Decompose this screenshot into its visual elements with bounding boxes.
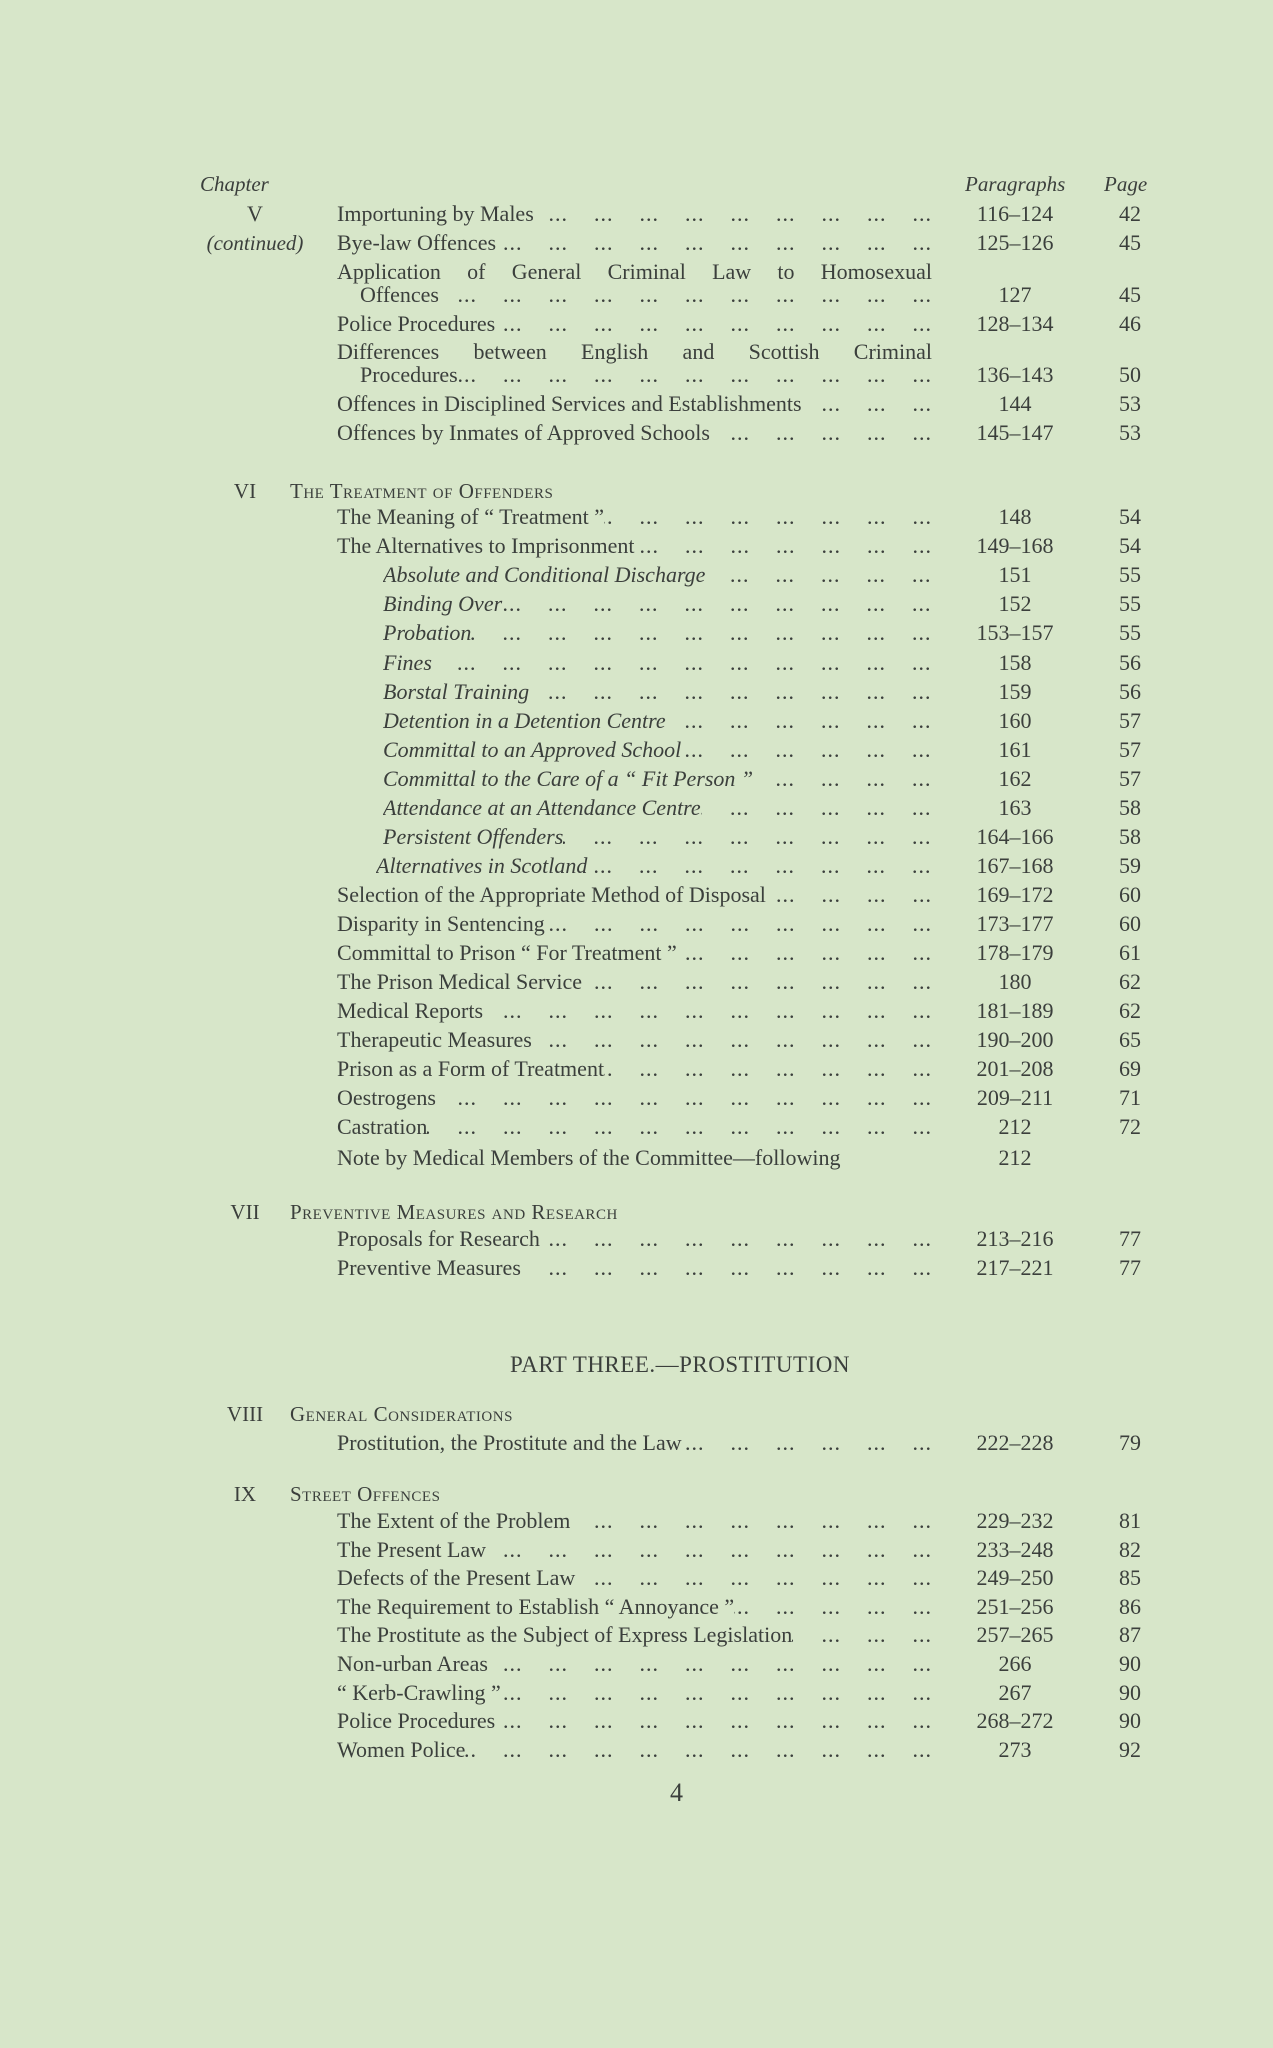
entry-paragraphs: 136–143 — [976, 362, 1054, 387]
entry-page: 81 — [1119, 1508, 1141, 1533]
toc-entry — [0, 1025, 1273, 1055]
entry-page: 62 — [1119, 998, 1141, 1023]
entry-page: 45 — [1119, 282, 1141, 307]
entry-page: 77 — [1119, 1255, 1141, 1280]
entry-paragraphs: 251–256 — [976, 1594, 1054, 1619]
entry-title: Proposals for Research — [337, 1226, 540, 1251]
entry-page: 71 — [1119, 1085, 1141, 1110]
toc-entry — [0, 996, 1273, 1026]
entry-title: Probation — [383, 620, 472, 645]
entry-page: 90 — [1119, 1708, 1141, 1733]
entry-paragraphs: 229–232 — [976, 1508, 1054, 1533]
entry-title: Persistent Offenders — [383, 824, 564, 849]
toc-entry — [0, 706, 1273, 736]
entry-title: The Prison Medical Service — [337, 969, 582, 994]
entry-title: Oestrogens — [337, 1085, 436, 1110]
entry-page: 55 — [1119, 562, 1141, 587]
entry-paragraphs: 212 — [998, 1145, 1032, 1170]
entry-paragraphs: 161 — [998, 737, 1032, 762]
entry-paragraphs: 151 — [998, 562, 1032, 587]
entry-paragraphs: 152 — [998, 591, 1032, 616]
entry-title: Alternatives in Scotland — [376, 853, 588, 878]
entry-title: The Alternatives to Imprisonment — [337, 533, 635, 558]
entry-title: Committal to the Care of a “ Fit Person ” — [383, 766, 754, 791]
entry-paragraphs: 160 — [998, 708, 1032, 733]
entry-page: 58 — [1119, 824, 1141, 849]
toc-entry — [0, 1143, 1273, 1173]
toc-entry — [0, 735, 1273, 765]
entry-page: 82 — [1119, 1537, 1141, 1562]
entry-paragraphs: 164–166 — [976, 824, 1054, 849]
toc-entry — [0, 502, 1273, 532]
entry-paragraphs: 169–172 — [976, 882, 1054, 907]
entry-paragraphs: 201–208 — [976, 1056, 1054, 1081]
toc-entry — [0, 793, 1273, 823]
toc-entry — [0, 589, 1273, 619]
toc-entry — [0, 1592, 1273, 1622]
toc-entry — [0, 1506, 1273, 1536]
entry-page: 57 — [1119, 737, 1141, 762]
entry-page: 53 — [1119, 420, 1141, 445]
entry-paragraphs: 167–168 — [976, 853, 1054, 878]
chapter-number: V — [247, 201, 263, 226]
entry-paragraphs: 190–200 — [976, 1027, 1054, 1052]
entry-title: Prison as a Form of Treatment — [337, 1056, 605, 1081]
entry-paragraphs: 273 — [998, 1737, 1032, 1762]
entry-paragraphs: 266 — [998, 1651, 1032, 1676]
toc-entry — [0, 1735, 1273, 1765]
toc-entry — [0, 1428, 1273, 1458]
page-column-header: Page — [1104, 172, 1148, 196]
toc-entry — [0, 309, 1273, 339]
entry-title: Detention in a Detention Centre — [383, 708, 666, 733]
toc-entry — [0, 389, 1273, 419]
entry-paragraphs: 159 — [998, 679, 1032, 704]
entry-title: Offences — [360, 282, 439, 307]
toc-entry — [0, 851, 1273, 881]
toc-entry — [0, 880, 1273, 910]
entry-title: Fines — [383, 650, 432, 675]
entry-page: 58 — [1119, 795, 1141, 820]
entry-page: 87 — [1119, 1622, 1141, 1647]
chapter-heading — [0, 1197, 1273, 1227]
entry-title: Importuning by Males — [337, 201, 534, 226]
chapter-number: VIII — [226, 1402, 264, 1426]
entry-title: “ Kerb-Crawling ” — [337, 1680, 501, 1705]
toc-entry — [0, 199, 1273, 229]
entry-page: 90 — [1119, 1651, 1141, 1676]
chapter-number: VII — [230, 1200, 260, 1224]
entry-paragraphs: 209–211 — [976, 1085, 1054, 1110]
entry-paragraphs: 162 — [998, 766, 1032, 791]
entry-title: Police Procedures — [337, 311, 496, 336]
entry-title: Attendance at an Attendance Centre — [383, 795, 701, 820]
entry-title: Preventive Measures — [337, 1255, 521, 1280]
entry-title: Offences in Disciplined Services and Establishments — [337, 391, 802, 416]
entry-title: The Meaning of “ Treatment ” — [337, 504, 604, 529]
entry-page: 62 — [1119, 969, 1141, 994]
entry-title-line1: Differences between English and Scottish Criminal — [337, 339, 932, 364]
entry-title: The Extent of the Problem — [337, 1508, 571, 1533]
entry-title: Note by Medical Members of the Committee—following — [337, 1145, 841, 1170]
entry-paragraphs: 158 — [998, 650, 1032, 675]
entry-paragraphs: 173–177 — [976, 911, 1054, 936]
entry-paragraphs: 180 — [998, 969, 1032, 994]
entry-title: Bye-law Offences — [337, 230, 497, 255]
toc-entry — [0, 1706, 1273, 1736]
chapter-title: Street Offences — [290, 1482, 441, 1506]
entry-paragraphs: 149–168 — [976, 533, 1054, 558]
entry-paragraphs: 148 — [998, 504, 1032, 529]
entry-title: Selection of the Appropriate Method of Disposal — [337, 882, 766, 907]
entry-paragraphs: 233–248 — [976, 1537, 1054, 1562]
entry-title: Castration — [337, 1114, 428, 1139]
entry-paragraphs: 145–147 — [976, 420, 1054, 445]
entry-title: The Prostitute as the Subject of Express Legislation — [337, 1622, 793, 1647]
entry-title: Offences by Inmates of Approved Schools — [337, 420, 710, 445]
toc-entry — [0, 677, 1273, 707]
entry-page: 61 — [1119, 940, 1141, 965]
chapter-column-header: Chapter — [200, 172, 269, 196]
toc-entry — [0, 1083, 1273, 1113]
chapter-heading — [0, 1399, 1273, 1429]
entry-page: 54 — [1119, 504, 1141, 529]
entry-page: 50 — [1119, 362, 1141, 387]
entry-paragraphs: 181–189 — [976, 998, 1054, 1023]
entry-page: 65 — [1119, 1027, 1141, 1052]
entry-title: Disparity in Sentencing — [337, 911, 545, 936]
entry-title: Women Police — [337, 1737, 466, 1762]
entry-page: 77 — [1119, 1226, 1141, 1251]
entry-title: Borstal Training — [383, 679, 530, 704]
toc-entry — [0, 280, 1273, 310]
chapter-number: IX — [233, 1482, 257, 1506]
toc-entry — [0, 1678, 1273, 1708]
entry-title: Non-urban Areas — [337, 1651, 488, 1676]
entry-title: Procedures — [360, 362, 458, 387]
entry-title-line1: Application of General Criminal Law to Homosexual — [337, 259, 932, 284]
entry-page: 42 — [1119, 201, 1141, 226]
toc-entry — [0, 1620, 1273, 1650]
entry-title: Defects of the Present Law — [337, 1565, 576, 1590]
entry-page: 92 — [1119, 1737, 1141, 1762]
toc-entry — [0, 418, 1273, 448]
entry-page: 57 — [1119, 708, 1141, 733]
entry-paragraphs: 125–126 — [976, 230, 1054, 255]
entry-title: Committal to Prison “ For Treatment ” — [337, 940, 677, 965]
entry-page: 85 — [1119, 1565, 1141, 1590]
toc-entry — [0, 618, 1273, 648]
entry-page: 56 — [1119, 679, 1141, 704]
entry-page: 56 — [1119, 650, 1141, 675]
entry-page: 86 — [1119, 1594, 1141, 1619]
entry-title: The Present Law — [337, 1537, 487, 1562]
entry-paragraphs: 213–216 — [976, 1226, 1054, 1251]
entry-page: 79 — [1119, 1430, 1141, 1455]
entry-page: 72 — [1119, 1114, 1141, 1139]
entry-page: 69 — [1119, 1056, 1141, 1081]
toc-entry — [0, 1112, 1273, 1142]
entry-paragraphs: 178–179 — [976, 940, 1054, 965]
entry-paragraphs: 222–228 — [976, 1430, 1054, 1455]
entry-paragraphs: 249–250 — [976, 1565, 1054, 1590]
paragraphs-column-header: Paragraphs — [965, 172, 1066, 196]
entry-page: 57 — [1119, 766, 1141, 791]
entry-page: 55 — [1119, 591, 1141, 616]
entry-page: 59 — [1119, 853, 1141, 878]
entry-paragraphs: 116–124 — [976, 201, 1054, 226]
entry-paragraphs: 127 — [998, 282, 1032, 307]
entry-paragraphs: 163 — [998, 795, 1032, 820]
entry-paragraphs: 212 — [998, 1114, 1032, 1139]
entry-paragraphs: 257–265 — [976, 1622, 1054, 1647]
entry-paragraphs: 128–134 — [976, 311, 1054, 336]
toc-entry — [0, 1054, 1273, 1084]
part-heading: PART THREE.—PROSTITUTION — [510, 1352, 850, 1377]
entry-paragraphs: 268–272 — [976, 1708, 1054, 1733]
entry-page: 90 — [1119, 1680, 1141, 1705]
toc-entry — [0, 1649, 1273, 1679]
entry-page: 46 — [1119, 311, 1141, 336]
entry-title: Committal to an Approved School — [383, 737, 682, 762]
entry-paragraphs: 217–221 — [976, 1255, 1054, 1280]
toc-entry — [0, 822, 1273, 852]
entry-paragraphs: 144 — [998, 391, 1032, 416]
chapter-title: The Treatment of Offenders — [290, 479, 554, 503]
entry-title: Binding Over — [383, 591, 503, 616]
toc-entry — [0, 1224, 1273, 1254]
chapter-continued-label: (continued) — [206, 231, 304, 255]
entry-title: Medical Reports — [337, 998, 484, 1023]
page-number: 4 — [670, 1778, 683, 1807]
toc-entry — [0, 1563, 1273, 1593]
toc-entry — [0, 648, 1273, 678]
entry-paragraphs: 153–157 — [976, 620, 1054, 645]
chapter-number: VI — [233, 479, 257, 503]
toc-entry — [0, 531, 1273, 561]
entry-title: Absolute and Conditional Discharge — [383, 562, 706, 587]
toc-entry — [0, 764, 1273, 794]
chapter-title: General Considerations — [290, 1402, 513, 1426]
entry-title: Therapeutic Measures — [337, 1027, 532, 1052]
toc-entry — [0, 360, 1273, 390]
entry-paragraphs: 267 — [998, 1680, 1032, 1705]
toc-entry — [0, 228, 1273, 258]
toc-entry — [0, 560, 1273, 590]
toc-entry — [0, 1535, 1273, 1565]
entry-title: The Requirement to Establish “ Annoyance ” — [337, 1594, 735, 1619]
entry-page: 55 — [1119, 620, 1141, 645]
chapter-title: Preventive Measures and Research — [290, 1200, 618, 1224]
entry-page: 53 — [1119, 391, 1141, 416]
entry-page: 60 — [1119, 882, 1141, 907]
entry-title: Police Procedures — [337, 1708, 496, 1733]
toc-entry — [0, 967, 1273, 997]
toc-entry — [0, 909, 1273, 939]
chapter-heading — [0, 1479, 1273, 1509]
entry-page: 45 — [1119, 230, 1141, 255]
toc-entry — [0, 1253, 1273, 1283]
entry-title: Prostitution, the Prostitute and the Law — [337, 1430, 682, 1455]
entry-page: 60 — [1119, 911, 1141, 936]
entry-page: 54 — [1119, 533, 1141, 558]
toc-entry — [0, 938, 1273, 968]
